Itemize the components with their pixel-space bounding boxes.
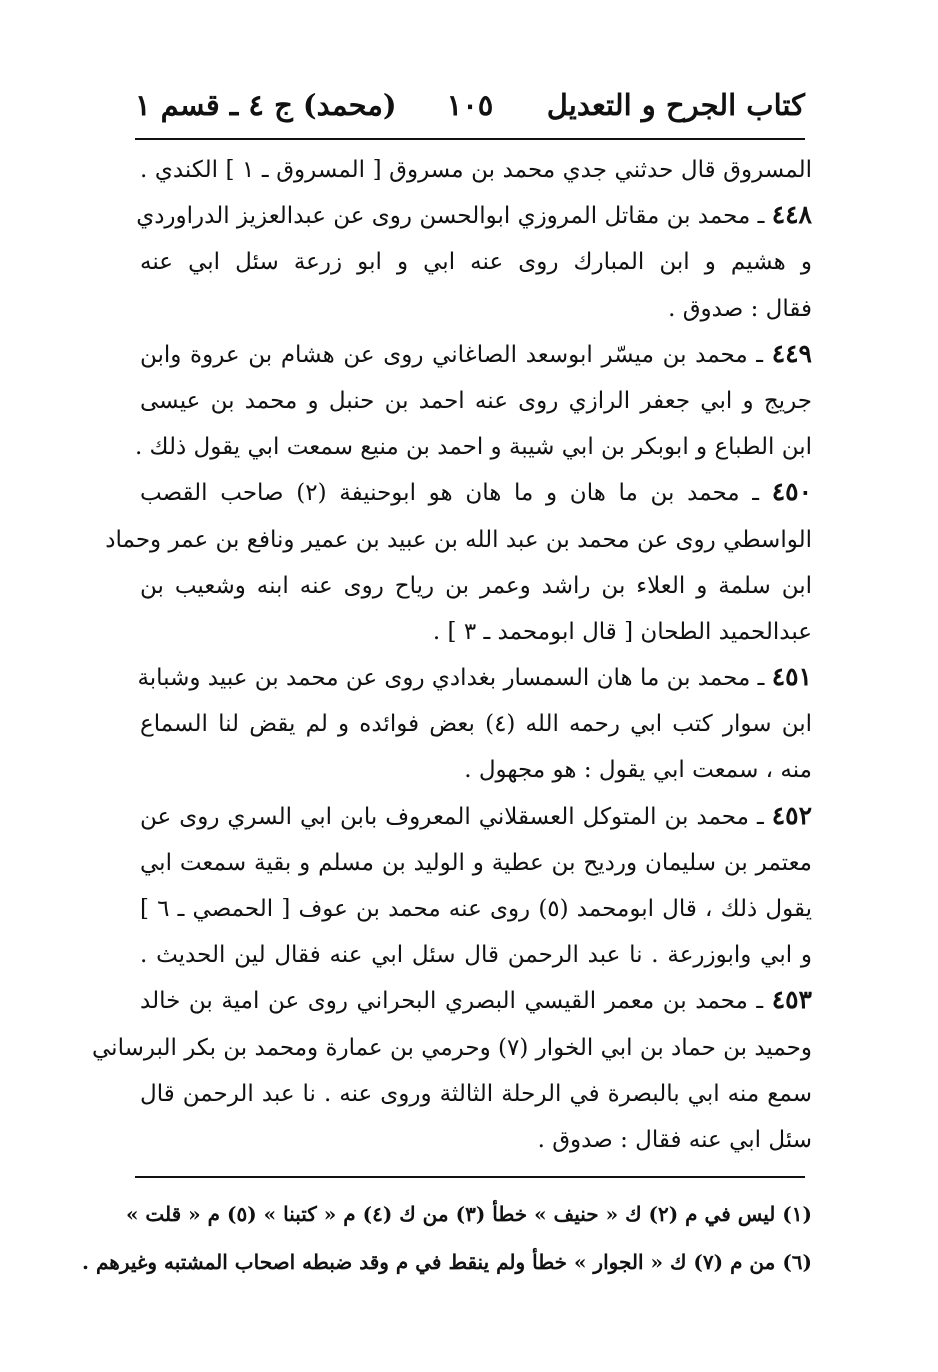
entry-number: ٤٥٠: [771, 477, 813, 507]
text-line: ابن الطباع و ابوبكر بن ابي شيبة و احمد بن منيع سمعت ابي يقول ذلك .: [134, 434, 812, 461]
entry-line: ٤٥٠ ـ محمد بن ما هان و ما هان هو ابوحنيفة (٢) صاحب القصب: [140, 477, 813, 507]
text-line: وحميد بن حماد بن ابي الخوار (٧) وحرمي بن عمارة ومحمد بن بكر البرساني: [92, 1034, 812, 1061]
entry-line: ٤٤٨ ـ محمد بن مقاتل المروزي ابوالحسن روى عن عبدالعزيز الدراوردي: [136, 200, 812, 230]
entry-number: ٤٤٩: [771, 338, 812, 368]
text-line: ابن سوار كتب ابي رحمه الله (٤) بعض فوائده و لم يقض لنا السماع: [140, 711, 812, 738]
footnote-line: (١) ليس في م (٢) ك « حنيف » خطأ (٣) من ك (٤) م « كتبنا » (٥) م « قلت »: [125, 1202, 812, 1226]
text-line: يقول ذلك ، قال ابومحمد (٥) روى عنه محمد بن عوف [ الحمصي ـ ٦ ]: [140, 896, 812, 922]
header-divider: [135, 138, 805, 140]
text-line: ابن سلمة و العلاء بن راشد وعمر بن رياح روى عنه ابنه وشعيب بن: [140, 572, 812, 599]
text-line: عبدالحميد الطحان [ قال ابومحمد ـ ٣ ] .: [432, 618, 812, 645]
entry-line: ٤٥١ ـ محمد بن ما هان السمسار بغدادي روى عن محمد بن عبيد وشبابة: [137, 662, 812, 692]
text-line: الواسطي روى عن محمد بن عبد الله بن عبيد بن عمير ونافع بن عمر وحماد: [105, 526, 812, 553]
page-number: ١٠٥: [446, 88, 494, 122]
text-line: و ابي وابوزرعة . نا عبد الرحمن قال سئل ابي عنه فقال لين الحديث .: [140, 942, 812, 969]
book-title: كتاب الجرح و التعديل: [546, 88, 805, 122]
entry-line: ٤٥٣ ـ محمد بن معمر القيسي البصري البحراني روى عن امية بن خالد: [140, 985, 812, 1015]
footnotes: [82, 1190, 812, 1286]
text-line: سئل ابي عنه فقال : صدوق .: [537, 1126, 812, 1153]
main-text: [92, 146, 813, 1162]
entry-number: ٤٥٢: [771, 800, 813, 830]
footnote-line: (٦) من م (٧) ك « الجوار » خطأ ولم ينقط في م وقد ضبطه اصحاب المشتبه وغيرهم .: [82, 1250, 812, 1274]
text-line: معتمر بن سليمان ورديح بن عطية و الوليد بن مسلم و بقية سمعت ابي: [140, 849, 812, 876]
text-line: المسروق قال حدثني جدي محمد بن مسروق [ المسروق ـ ١ ] الكندي .: [140, 157, 812, 183]
entry-line: ٤٤٩ ـ محمد بن ميسّر ابوسعد الصاغاني روى عن هشام بن عروة وابن: [140, 338, 812, 368]
text-line: جريج و ابي جعفر الرازي روى عنه احمد بن حنبل و محمد بن عيسى: [140, 387, 812, 414]
page-header: [135, 78, 805, 136]
text-line: سمع منه ابي بالبصرة في الرحلة الثالثة وروى عنه . نا عبد الرحمن قال: [140, 1080, 812, 1107]
text-line: و هشيم و ابن المبارك روى عنه ابي و ابو زرعة سئل ابي عنه: [140, 249, 812, 276]
footnote-divider: [135, 1176, 805, 1178]
entry-number: ٤٤٨: [771, 200, 812, 230]
text-line: فقال : صدوق .: [668, 295, 812, 322]
entry-number: ٤٥٣: [771, 985, 812, 1015]
entry-line: ٤٥٢ ـ محمد بن المتوكل العسقلاني المعروف بابن ابي السري روى عن: [140, 800, 813, 830]
text-line: منه ، سمعت ابي يقول : هو مجهول .: [464, 757, 812, 784]
entry-number: ٤٥١: [771, 662, 812, 692]
volume-label: (محمد) ج ٤ ـ قسم ١: [135, 88, 397, 122]
